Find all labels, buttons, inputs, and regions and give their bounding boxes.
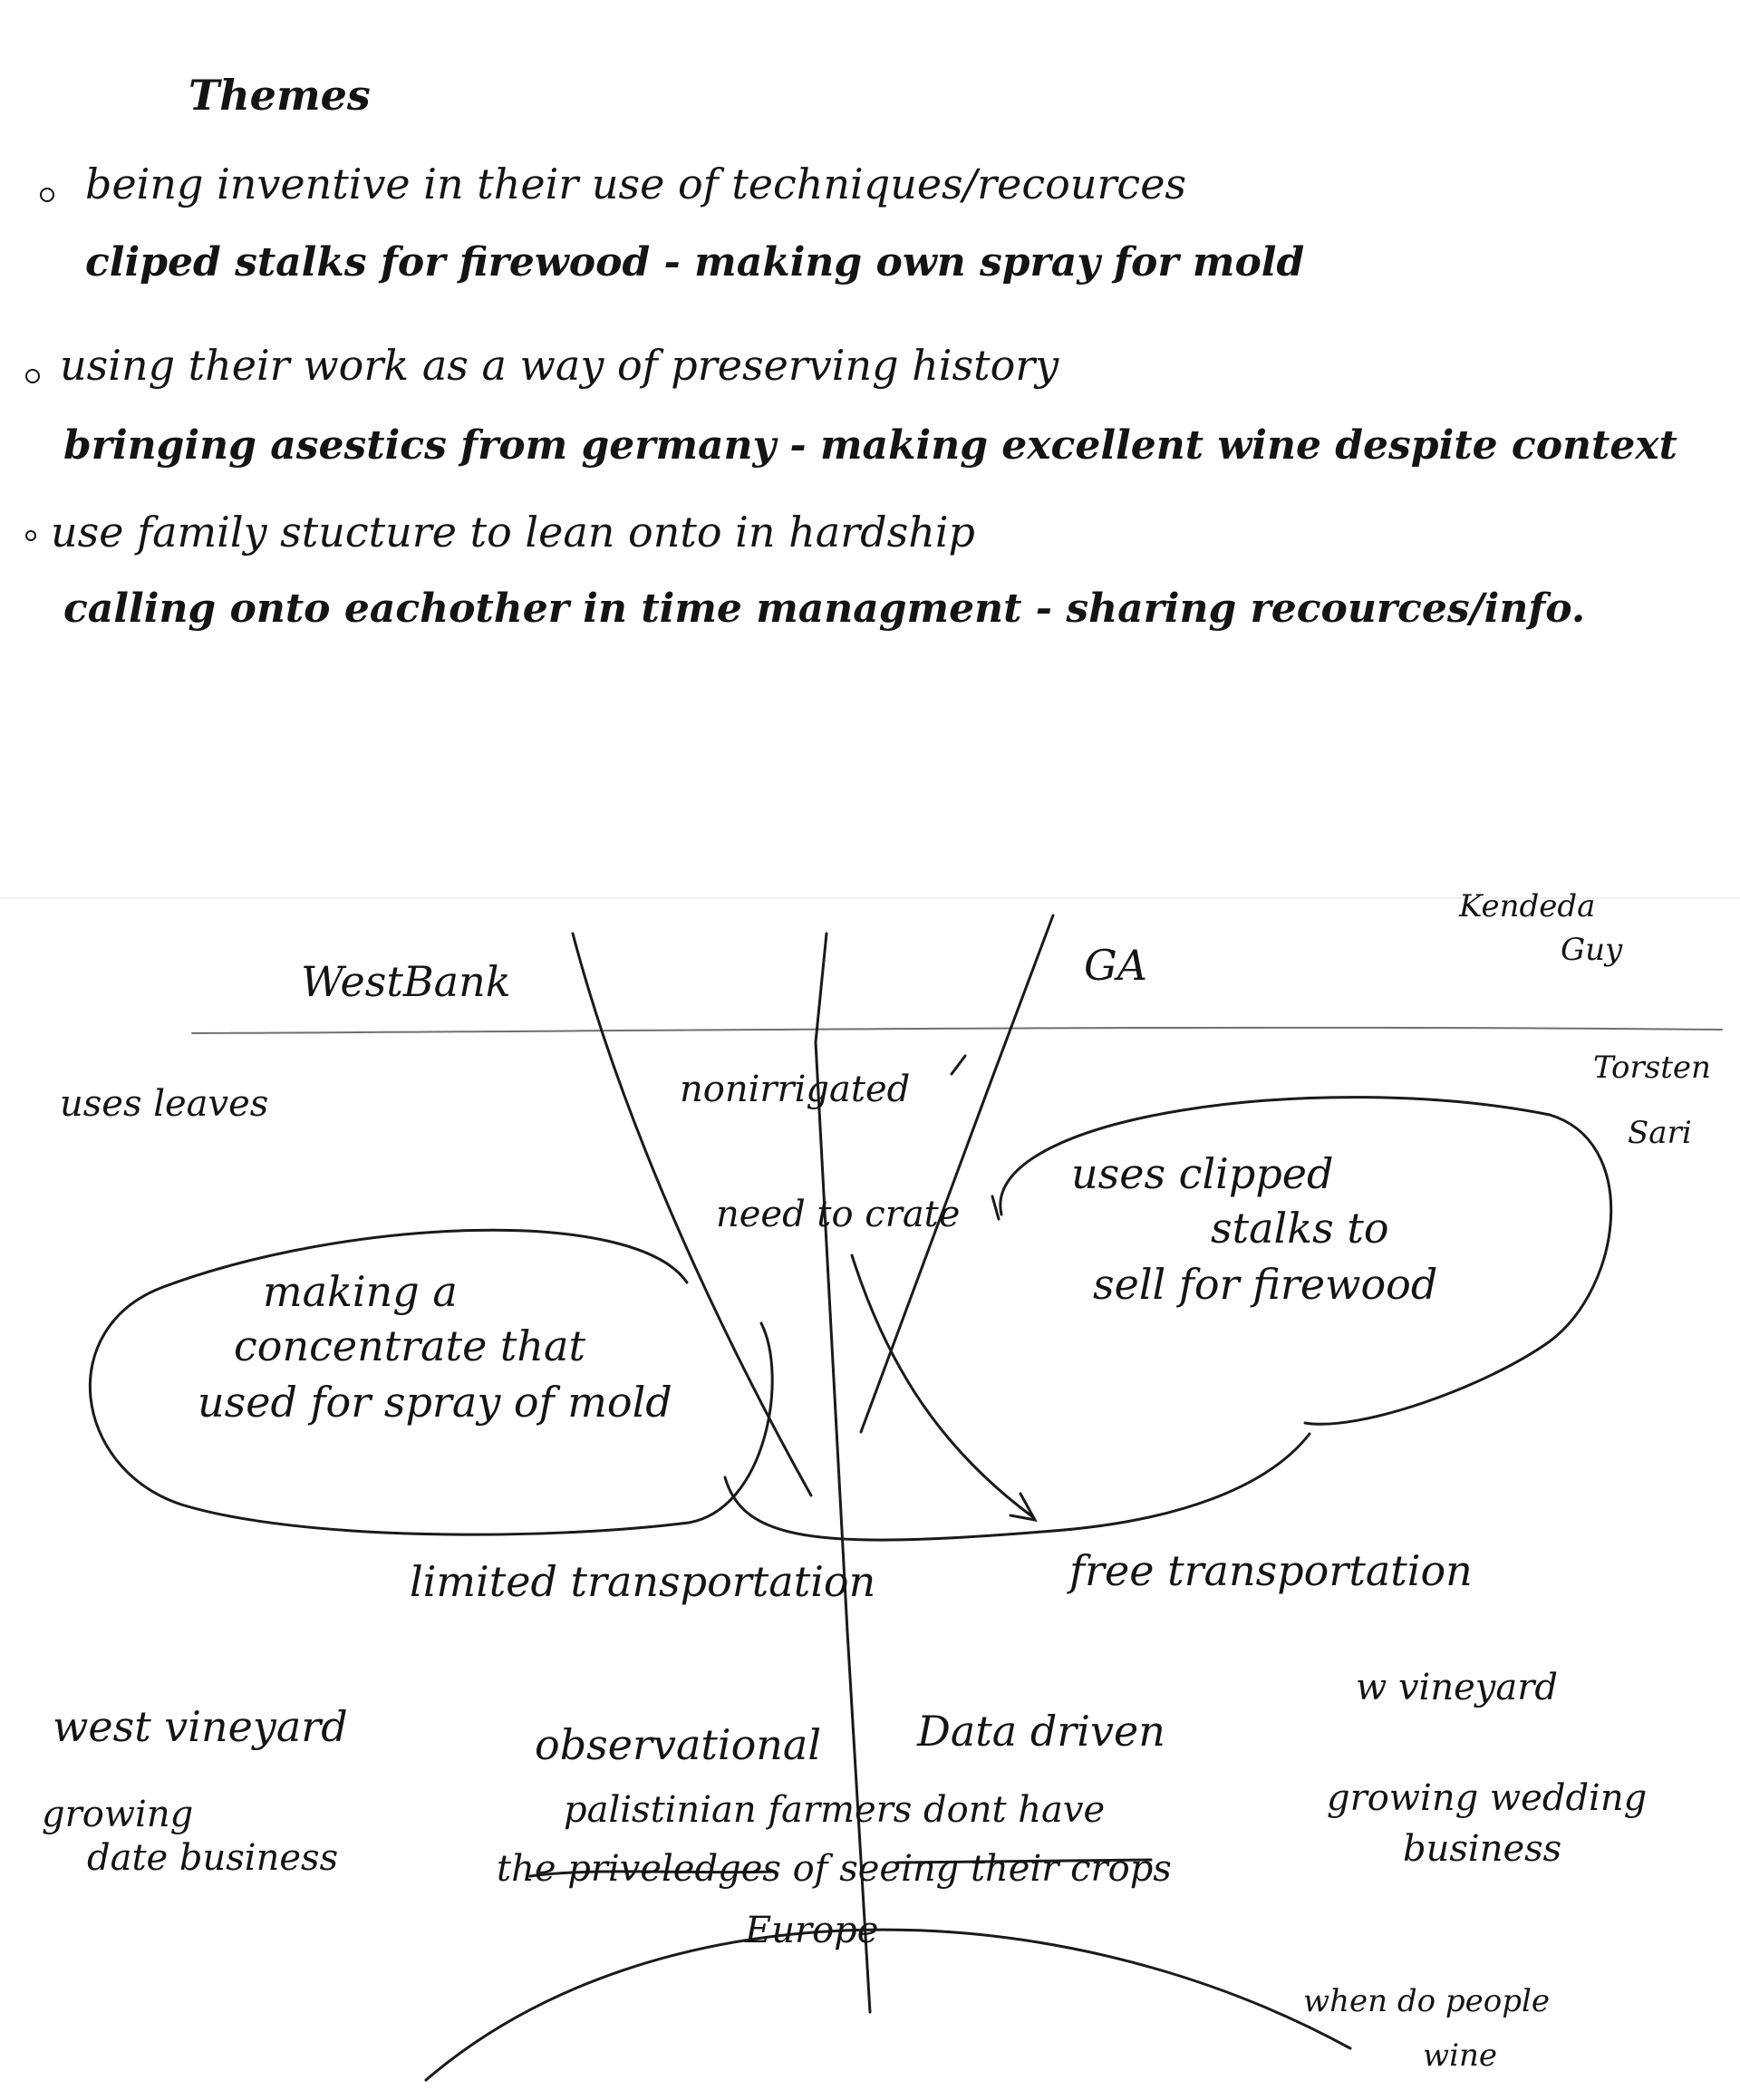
theme-1: being inventive in their use of techniques/recources [85, 160, 1187, 208]
left-circle-line-1: making a [263, 1267, 458, 1316]
corner-question-line-1: when do people [1303, 1983, 1550, 2019]
name-torsten: Torsten [1593, 1050, 1711, 1086]
left-circle-line-2: concentrate that [234, 1321, 585, 1370]
name-guy: Guy [1561, 932, 1623, 968]
theme-1-example: cliped stalks for firewood - making own spray for mold [85, 239, 1305, 285]
data-driven-label: Data driven [917, 1707, 1165, 1756]
left-circle-line-3: used for spray of mold [198, 1378, 672, 1427]
farmers-note-line-1: palistinian farmers dont have [564, 1789, 1106, 1831]
left-business-2: date business [87, 1837, 339, 1879]
left-note: uses leaves [60, 1083, 269, 1125]
europe-label: Europe [745, 1910, 879, 1951]
west-vineyard: west vineyard [53, 1702, 348, 1751]
name-kendeda: Kendeda [1459, 888, 1596, 924]
theme-2: using their work as a way of preserving history [60, 341, 1059, 390]
right-circle-line-3: sell for firewood [1093, 1260, 1438, 1309]
theme-3-example: calling onto eachother in time managment - sharing recources/info. [63, 585, 1586, 632]
left-business-1: growing [42, 1794, 194, 1835]
left-bottom-transportation: limited transportation [410, 1557, 876, 1606]
farmers-note-line-2: the priveledges of seeing their crops [497, 1848, 1172, 1890]
right-business-1: growing wedding [1327, 1777, 1648, 1819]
right-bottom-transportation: free transportation [1069, 1546, 1473, 1595]
center-note-crate: need to crate [716, 1194, 961, 1235]
corner-question-line-2: wine [1423, 2037, 1497, 2074]
observational-label: observational [535, 1720, 822, 1769]
right-business-2: business [1403, 1828, 1562, 1870]
theme-3: use family stucture to lean onto in hardship [51, 508, 975, 556]
themes-title: Themes [188, 71, 371, 120]
name-sari: Sari [1628, 1115, 1692, 1151]
right-circle-line-2: stalks to [1211, 1204, 1389, 1253]
theme-2-example: bringing asestics from germany - making excellent wine despite context [63, 422, 1677, 469]
center-note-nonirrigated: nonirrigated [680, 1069, 911, 1110]
westbank-header: WestBank [301, 957, 511, 1006]
ga-header: GA [1084, 941, 1147, 990]
right-circle-line-1: uses clipped [1071, 1149, 1334, 1198]
w-vineyard: w vineyard [1356, 1667, 1558, 1708]
